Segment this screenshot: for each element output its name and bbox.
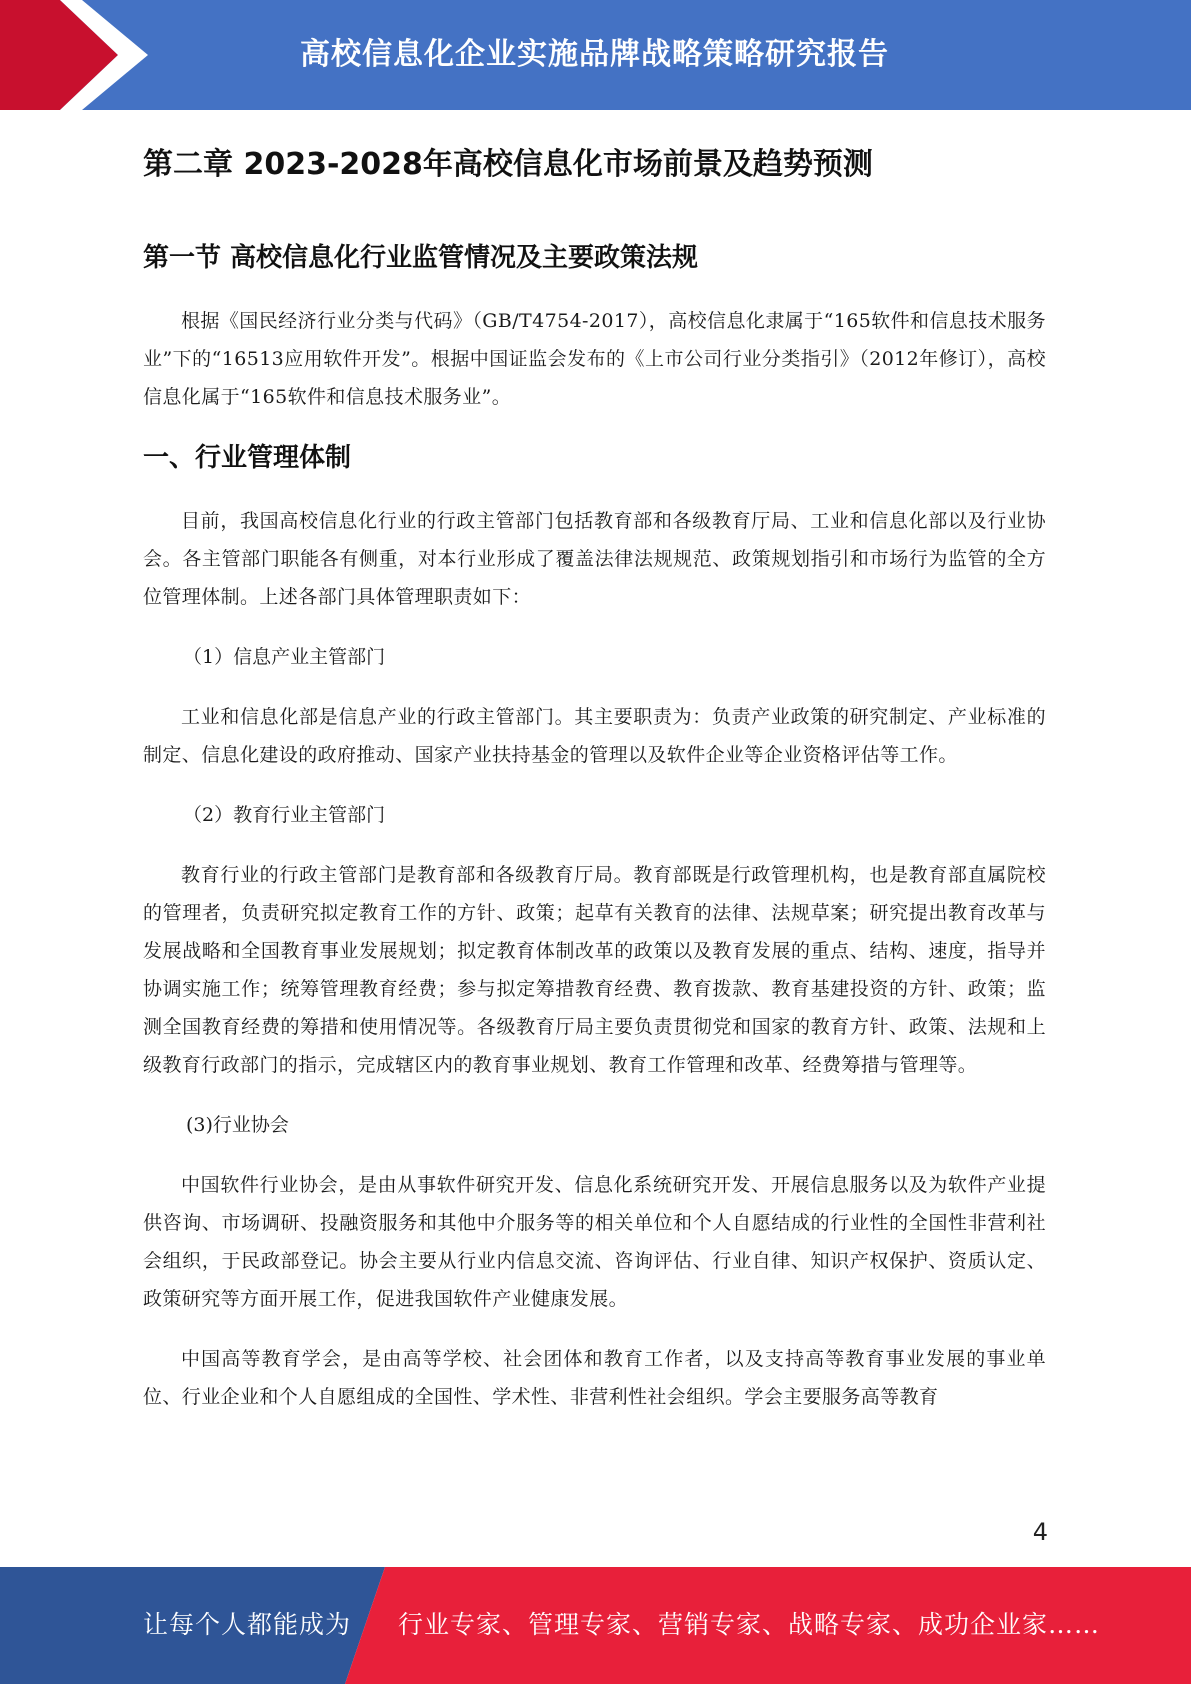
footer-slogan-right: 行业专家、管理专家、营销专家、战略专家、成功企业家…… [398, 1610, 1101, 1639]
chapter-title: 第二章 2023-2028年高校信息化市场前景及趋势预测 [143, 147, 873, 182]
subsection-title: 一、行业管理体制 [143, 443, 352, 473]
item-heading-info-industry: （1）信息产业主管部门 [183, 646, 386, 668]
page-number: 4 [1032, 1518, 1048, 1546]
overview-paragraph: 目前，我国高校信息化行业的行政主管部门包括教育部和各级教育厅局、工业和信息化部以及行业协会。各主管部门职能各有侧重，对本行业形成了覆盖法律法规规范、政策规划指引和市场行为监管的全方位管理体制。上述各部门具体管理职责如下： [143, 510, 1046, 608]
item-paragraph: 中国高等教育学会，是由高等学校、社会团体和教育工作者，以及支持高等教育事业发展的事业单位、行业企业和个人自愿组成的全国性、学术性、非营利性社会组织。学会主要服务高等教育 [143, 1348, 1046, 1408]
document-body [143, 130, 1046, 1416]
item-paragraph: 教育行业的行政主管部门是教育部和各级教育厅局。教育部既是行政管理机构，也是教育部直属院校的管理者，负责研究拟定教育工作的方针、政策；起草有关教育的法律、法规草案；研究提出教育改革与发展战略和全国教育事业发展规划；拟定教育体制改革的政策以及教育发展的重点、结构、速度，指导并协调实施工作；统筹管理教育经费；参与拟定筹措教育经费、教育拨款、教育基建投资的方针、政策；监测全国教育经费的筹措和使用情况等。各级教育厅局主要负责贯彻党和国家的教育方针、政策、法规和上级教育行政部门的指示，完成辖区内的教育事业规划、教育工作管理和改革、经费筹措与管理等。 [143, 864, 1046, 1076]
page-footer [0, 1567, 1191, 1684]
page-header [0, 0, 1191, 110]
item-paragraph: 中国软件行业协会，是由从事软件研究开发、信息化系统研究开发、开展信息服务以及为软件产业提供咨询、市场调研、投融资服务和其他中介服务等的相关单位和个人自愿结成的行业性的全国性非营利社会组织，于民政部登记。协会主要从行业内信息交流、咨询评估、行业自律、知识产权保护、资质认定、政策研究等方面开展工作，促进我国软件产业健康发展。 [143, 1174, 1046, 1310]
intro-paragraph: 根据《国民经济行业分类与代码》（GB/T4754-2017），高校信息化隶属于“165软件和信息技术服务业”下的“16513应用软件开发”。根据中国证监会发布的《上市公司行业分类指引》（2012年修订），高校信息化属于“165软件和信息技术服务业”。 [143, 310, 1046, 408]
footer-slogan-left: 让每个人都能成为 [143, 1610, 352, 1639]
section-title: 第一节 高校信息化行业监管情况及主要政策法规 [143, 243, 699, 273]
report-title: 高校信息化企业实施品牌战略策略研究报告 [300, 37, 889, 72]
item-heading-industry-association: (3)行业协会 [186, 1114, 289, 1136]
item-heading-education-dept: （2）教育行业主管部门 [183, 804, 386, 826]
item-paragraph: 工业和信息化部是信息产业的行政主管部门。其主要职责为：负责产业政策的研究制定、产业标准的制定、信息化建设的政府推动、国家产业扶持基金的管理以及软件企业等企业资格评估等工作。 [143, 706, 1046, 766]
